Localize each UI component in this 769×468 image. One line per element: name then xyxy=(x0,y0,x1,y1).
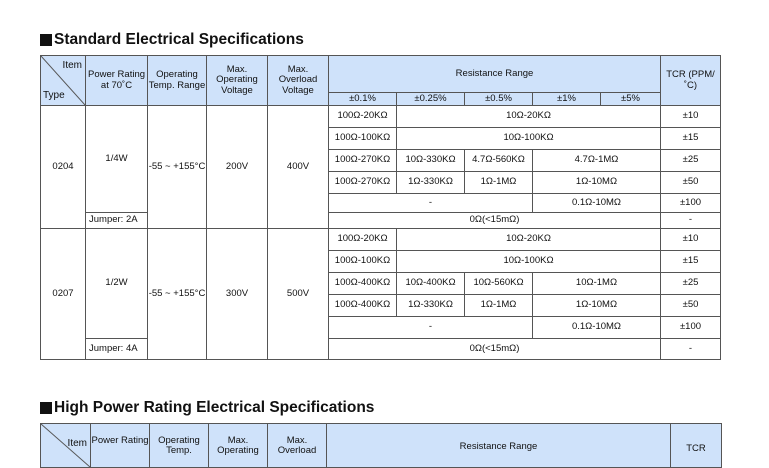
tcr-cell: ±100 xyxy=(661,194,721,213)
max-voltage-header: Max. Operating xyxy=(209,424,268,468)
range-cell: 1Ω-10MΩ xyxy=(533,172,661,194)
tolerance-header: ±0.1% xyxy=(329,93,397,106)
power-cell: 1/2W xyxy=(86,229,148,339)
item-type-header xyxy=(41,424,91,468)
standard-spec-table xyxy=(40,55,721,360)
table-row xyxy=(41,106,721,128)
item-label: Item xyxy=(67,438,87,449)
range-cell: 0.1Ω-10MΩ xyxy=(533,317,661,339)
temp-cell: -55 ~ +155°C xyxy=(148,106,207,229)
type-label: Type xyxy=(43,90,65,101)
power-cell: 1/4W xyxy=(86,106,148,213)
range-cell: 100Ω-270KΩ xyxy=(329,172,397,194)
range-cell: 10Ω-330KΩ xyxy=(397,150,465,172)
range-cell: 100Ω-100KΩ xyxy=(329,128,397,150)
table-row xyxy=(41,229,721,251)
range-cell: 10Ω-400KΩ xyxy=(397,273,465,295)
tcr-cell: ±10 xyxy=(661,106,721,128)
tcr-cell: ±15 xyxy=(661,128,721,150)
range-cell: 10Ω-20KΩ xyxy=(397,106,661,128)
range-cell: 100Ω-400KΩ xyxy=(329,295,397,317)
tcr-cell: - xyxy=(661,339,721,360)
jumper-range-cell: 0Ω(<15mΩ) xyxy=(329,339,661,360)
range-cell: 100Ω-400KΩ xyxy=(329,273,397,295)
temp-range-header: Operating Temp. xyxy=(150,424,209,468)
type-cell: 0204 xyxy=(41,106,86,229)
overload-voltage-header: Max. Overload Voltage xyxy=(268,56,329,106)
tcr-cell: ±25 xyxy=(661,150,721,172)
range-cell: 10Ω-100KΩ xyxy=(397,128,661,150)
range-cell: 10Ω-560KΩ xyxy=(465,273,533,295)
power-rating-header: Power Rating xyxy=(91,424,150,468)
table-row xyxy=(41,213,721,229)
resistance-range-header: Resistance Range xyxy=(327,424,671,468)
tcr-cell: ±15 xyxy=(661,251,721,273)
max-voltage-cell: 200V xyxy=(207,106,268,229)
range-cell: 1Ω-1MΩ xyxy=(465,172,533,194)
overload-voltage-header: Max. Overload xyxy=(268,424,327,468)
range-cell: 10Ω-1MΩ xyxy=(533,273,661,295)
tcr-header: TCR xyxy=(671,424,722,468)
square-bullet-icon xyxy=(40,402,52,414)
tolerance-header: ±1% xyxy=(533,93,601,106)
range-cell: 100Ω-20KΩ xyxy=(329,229,397,251)
range-cell: 100Ω-100KΩ xyxy=(329,251,397,273)
power-rating-header: Power Rating at 70˚C xyxy=(86,56,148,106)
table-row xyxy=(41,339,721,360)
section-title-high-power xyxy=(40,399,374,417)
range-cell: 0.1Ω-10MΩ xyxy=(533,194,661,213)
tolerance-header: ±5% xyxy=(601,93,661,106)
jumper-cell: Jumper: 4A xyxy=(86,339,148,360)
tcr-cell: ±10 xyxy=(661,229,721,251)
range-cell: - xyxy=(329,194,533,213)
overload-voltage-cell: 500V xyxy=(268,229,329,360)
range-cell: 100Ω-20KΩ xyxy=(329,106,397,128)
temp-cell: -55 ~ +155°C xyxy=(148,229,207,360)
header-row xyxy=(41,424,722,468)
range-cell: 1Ω-330KΩ xyxy=(397,172,465,194)
item-type-header xyxy=(41,56,86,106)
range-cell: 10Ω-20KΩ xyxy=(397,229,661,251)
tcr-header: TCR (PPM/˚C) xyxy=(661,56,721,106)
temp-range-header: Operating Temp. Range xyxy=(148,56,207,106)
max-voltage-header: Max. Operating Voltage xyxy=(207,56,268,106)
tolerance-header: ±0.5% xyxy=(465,93,533,106)
tcr-cell: ±100 xyxy=(661,317,721,339)
range-cell: 4.7Ω-1MΩ xyxy=(533,150,661,172)
tcr-cell: ±25 xyxy=(661,273,721,295)
high-power-spec-table xyxy=(40,423,722,468)
section-title-text: High Power Rating Electrical Specifications xyxy=(54,399,375,416)
range-cell: 10Ω-100KΩ xyxy=(397,251,661,273)
item-label: Item xyxy=(62,60,82,71)
jumper-range-cell: 0Ω(<15mΩ) xyxy=(329,213,661,229)
type-cell: 0207 xyxy=(41,229,86,360)
section-title-standard xyxy=(40,31,304,49)
tcr-cell: ±50 xyxy=(661,172,721,194)
range-cell: 1Ω-330KΩ xyxy=(397,295,465,317)
section-title-text: Standard Electrical Specifications xyxy=(54,31,304,48)
square-bullet-icon xyxy=(40,34,52,46)
tolerance-header: ±0.25% xyxy=(397,93,465,106)
max-voltage-cell: 300V xyxy=(207,229,268,360)
jumper-cell: Jumper: 2A xyxy=(86,213,148,229)
range-cell: 4.7Ω-560KΩ xyxy=(465,150,533,172)
range-cell: 1Ω-10MΩ xyxy=(533,295,661,317)
range-cell: 100Ω-270KΩ xyxy=(329,150,397,172)
header-row xyxy=(41,56,721,93)
tcr-cell: - xyxy=(661,213,721,229)
tcr-cell: ±50 xyxy=(661,295,721,317)
range-cell: - xyxy=(329,317,533,339)
overload-voltage-cell: 400V xyxy=(268,106,329,229)
range-cell: 1Ω-1MΩ xyxy=(465,295,533,317)
resistance-range-header: Resistance Range xyxy=(329,56,661,93)
